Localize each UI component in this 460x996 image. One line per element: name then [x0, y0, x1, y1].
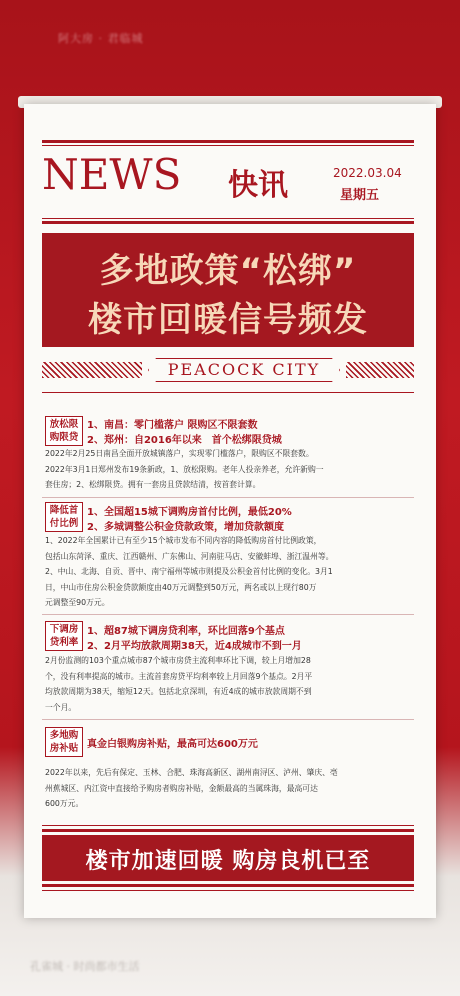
footer-rule-bottom	[42, 884, 414, 887]
body-line: 2022年3月1日郑州发布19条新政，1、放松限购。老年人投亲养老，允许新购一	[45, 464, 324, 474]
section-4-point-1: 真金白银购房补贴，最高可达600万元	[87, 739, 258, 750]
news-title: NEWS	[42, 150, 182, 199]
section-1-body	[45, 446, 413, 493]
body-line: 1、2022年全国累计已有至少15个城市发布不同内容的降低购房首付比例政策，	[45, 536, 322, 545]
body-line: 套住房；2、松绑限贷。拥有一套房且贷款结清，按首套计算。	[45, 480, 261, 489]
section-3-tag: 下调房贷利率	[45, 621, 83, 651]
section-2-point-2: 2、多城调整公积金贷款政策，增加贷款额度	[87, 522, 284, 533]
kuaixun-title: 快讯	[228, 168, 288, 203]
footer-rule-thin	[42, 825, 414, 826]
section-divider	[42, 719, 414, 720]
section-3-point-2: 2、2月平均放款周期38天，近4成城市不到一月	[87, 641, 302, 652]
body-line: 州蕉城区、内江资中直接给予购房者购房补贴，金额最高的当属珠海，最高可达	[45, 783, 318, 793]
section-3-point-1: 1、超87城下调房贷利率，环比回落9个基点	[87, 626, 285, 637]
body-line: 600万元。	[45, 799, 84, 808]
footer-banner	[42, 835, 414, 881]
masthead-rule-thin	[42, 218, 414, 219]
footer-slogan: 楼市加速回暖 购房良机已至	[85, 849, 371, 874]
headline-line-1: 多地政策“松绑”	[99, 251, 357, 291]
top-brand-logo: 阿大房 · 君临城	[58, 32, 144, 45]
section-4-body	[45, 765, 413, 812]
hatch-right	[346, 362, 414, 378]
body-line: 一个月。	[45, 702, 77, 712]
body-line: 2月份监测的103个重点城市87个城市房贷主流利率环比下调，较上月增加28	[45, 656, 311, 665]
city-rule	[42, 392, 414, 393]
body-line: 均放款周期为38天，缩短12天。包括北京深圳，有近4成的城市放款周期不到	[45, 687, 312, 696]
headline-line-2: 楼市回暖信号频发	[88, 300, 368, 340]
body-line: 元调整至90万元。	[45, 598, 110, 607]
section-1-point-1: 1、南昌：零门槛落户 限购区不限套数	[87, 420, 258, 431]
body-line: 日，中山市住房公积金贷款额度由40万元调整到50万元，两名或以上现行80万	[45, 582, 317, 592]
section-1-point-2: 2、郑州：自2016年以来 首个松绑限贷城	[87, 435, 282, 446]
bottom-brand-logo: 孔雀城 · 时尚都市生活	[30, 960, 140, 973]
section-2-point-1: 1、全国超15城下调购房首付比例，最低20%	[87, 507, 292, 518]
city-band	[42, 358, 414, 382]
masthead-rule	[42, 221, 414, 224]
top-rule-thin	[42, 145, 414, 146]
issue-weekday: 星期五	[340, 188, 380, 203]
body-line: 个，没有利率提高的城市。主流首套房贷平均利率较上月回落9个基点。2月平	[45, 671, 313, 681]
body-line: 包括山东菏泽、重庆、江西赣州、广东佛山、河南驻马店、安徽蚌埠、浙江温州等。	[45, 551, 334, 561]
section-3-body	[45, 653, 413, 715]
body-line: 2、中山、北海、自贡、晋中、南宁福州等城市则提及公积金首付比例的变化。3月1	[45, 567, 333, 576]
section-2-body	[45, 533, 413, 611]
issue-date: 2022.03.04	[333, 166, 402, 180]
body-line: 2022年以来，先后有保定、玉林、合肥、珠海高新区、湖州南浔区、泸州、肇庆、亳	[45, 768, 338, 777]
section-2-tag: 降低首付比例	[45, 502, 83, 532]
section-4-tag: 多地购房补贴	[45, 727, 83, 757]
headline-banner	[42, 233, 414, 347]
top-rule	[42, 140, 414, 143]
section-1-tag: 放松限购限贷	[45, 416, 83, 446]
section-divider	[42, 614, 414, 615]
section-divider	[42, 497, 414, 498]
footer-rule-bottom-thin	[42, 890, 414, 891]
body-line: 2022年2月25日南昌全面开放城镇落户，实现零门槛落户，限购区不限套数。	[45, 449, 314, 458]
footer-rule	[42, 829, 414, 832]
city-label: PEACOCK CITY	[167, 360, 321, 379]
hatch-left	[42, 362, 142, 378]
